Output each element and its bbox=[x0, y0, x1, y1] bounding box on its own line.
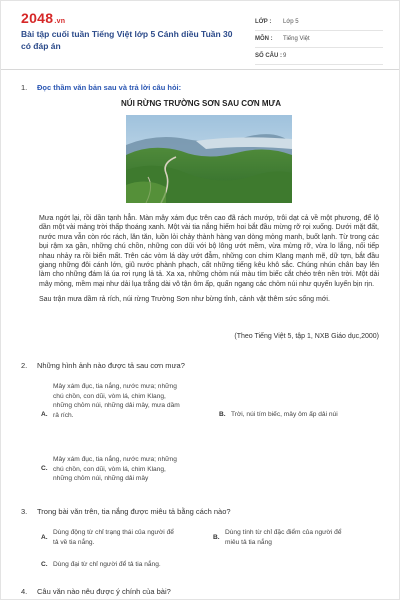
meta-row-class bbox=[255, 14, 383, 31]
option-line: miêu tả tia nắng bbox=[225, 538, 272, 546]
option-line: tả về tia nắng. bbox=[53, 538, 95, 546]
option-line: những chỏm núi, những dải mây, mưa dầm bbox=[53, 402, 180, 409]
option-letter: A. bbox=[41, 534, 48, 541]
logo-tld: .vn bbox=[54, 18, 66, 25]
option-line: Mây xám đục, tia nắng, nước mưa; những bbox=[53, 456, 177, 463]
option-b[interactable] bbox=[219, 410, 379, 422]
option-text bbox=[53, 528, 174, 547]
question-prompt: Những hình ảnh nào được tả sau cơn mưa? bbox=[37, 361, 185, 370]
option-line: chú chồn, con dũi, vòm lá, chim Klang, bbox=[53, 465, 166, 473]
mountain-landscape-image bbox=[126, 115, 292, 203]
option-line: Dùng tính từ chỉ đặc điểm của người để bbox=[225, 529, 342, 536]
option-text bbox=[53, 455, 177, 484]
logo-text: 2048 bbox=[21, 10, 54, 26]
page-header bbox=[1, 1, 399, 70]
question-prompt: Câu văn nào nêu được ý chính của bài? bbox=[37, 587, 171, 596]
question-3 bbox=[21, 507, 231, 516]
option-line: Trời, núi tím biếc, mây ôm ấp dải núi bbox=[231, 411, 338, 418]
meta-key: LỚP : bbox=[255, 19, 272, 25]
option-letter: B. bbox=[219, 411, 226, 418]
passage-title: NÚI RỪNG TRƯỜNG SƠN SAU CƠN MƯA bbox=[121, 99, 281, 108]
meta-value: Lớp 5 bbox=[283, 19, 299, 25]
passage-source: (Theo Tiếng Việt 5, tập 1, NXB Giáo dục,2000) bbox=[234, 333, 379, 340]
question-4 bbox=[21, 587, 171, 596]
passage-paragraph: Mưa ngớt lại, rồi dần tạnh hẳn. Màn mây xám đục trên cao đã rách mướp, trôi dạt cả về một phương, để lộ dần một vài mảng trời thấp thoáng xanh. Một vài tia nắng hiếm hoi bắt đầu mừng rỡ rọi xuống. Dưới mặt đất, nước mưa vẫn còn róc rách, lăn tăn, luồn lỏi chảy thành hàng vạn dòng mỏng manh, buốt lạnh. Từ trong các bụi rậm xa gần, những chú chồn, những con dũi với bộ lông ướt mềm, vừa mừng rỡ, vừa lo lắng, nối tiếp nhau nhảy ra rồi biến mất. Trên các vòm lá dày ướt đẫm, những con chim Klang mạnh mẽ, dữ tợn, bắt đầu giang những đôi cánh lớn, giũ nước phành phạch, cất những tiếng kêu khô sắc. Chúng nhún chân bay lên làm cho những đám lá úa rơi rụng lả tả. Xa xa, những chỏm núi màu tím biếc cắt chéo trên nền trời. Một dải mây mỏng, mềm mại như dải lụa trắng dài vô tận ôm ấp, quấn ngang các chỏm núi như quyến luyến bịn rịn. bbox=[39, 215, 379, 288]
page-title: Bài tập cuối tuần Tiếng Việt lớp 5 Cánh diều Tuần 30 có đáp án bbox=[21, 29, 233, 51]
option-text bbox=[231, 410, 338, 420]
meta-row-subject bbox=[255, 31, 383, 48]
option-line: Mây xám đục, tia nắng, nước mưa; những bbox=[53, 383, 177, 390]
meta-value: 9 bbox=[283, 53, 287, 59]
meta-key: MÔN : bbox=[255, 36, 273, 42]
option-a[interactable] bbox=[41, 528, 211, 548]
option-text bbox=[225, 528, 342, 547]
question-number: 1. bbox=[21, 83, 28, 92]
passage-paragraph: Sau trận mưa dầm rả rích, núi rừng Trường Sơn như bừng tỉnh, cảnh vật thêm sức sống mới. bbox=[39, 296, 330, 304]
option-c[interactable] bbox=[41, 455, 221, 485]
meta-key: SỐ CÂU : bbox=[255, 53, 282, 59]
option-letter: C. bbox=[41, 561, 48, 568]
option-letter: C. bbox=[41, 465, 48, 472]
question-prompt: Đọc thầm văn bản sau và trả lời câu hỏi: bbox=[37, 83, 182, 92]
option-letter: A. bbox=[41, 411, 48, 418]
option-line: những chỏm núi, những dải mây bbox=[53, 475, 149, 482]
passage-text bbox=[39, 214, 379, 311]
question-2 bbox=[21, 361, 185, 370]
question-number: 4. bbox=[21, 587, 28, 596]
question-number: 3. bbox=[21, 507, 28, 516]
site-logo[interactable] bbox=[21, 10, 65, 26]
option-b[interactable] bbox=[213, 528, 383, 548]
meta-table bbox=[255, 14, 383, 65]
option-text bbox=[53, 560, 161, 570]
question-prompt: Trong bài văn trên, tia nắng được miêu tả bằng cách nào? bbox=[37, 507, 231, 516]
question-1 bbox=[21, 83, 181, 92]
option-c[interactable] bbox=[41, 560, 241, 570]
option-a[interactable] bbox=[41, 382, 221, 422]
option-text bbox=[53, 382, 180, 420]
meta-row-count bbox=[255, 48, 383, 65]
meta-value: Tiếng Việt bbox=[283, 36, 310, 42]
option-letter: B. bbox=[213, 534, 220, 541]
option-line: rả rích. bbox=[53, 411, 74, 419]
option-line: Dùng động từ chỉ trạng thái của người để bbox=[53, 529, 174, 536]
option-line: Dùng đại từ chỉ người để tả tia nắng. bbox=[53, 561, 161, 568]
option-line: chú chồn, con dũi, vòm lá, chim Klang, bbox=[53, 392, 166, 400]
question-number: 2. bbox=[21, 361, 28, 370]
